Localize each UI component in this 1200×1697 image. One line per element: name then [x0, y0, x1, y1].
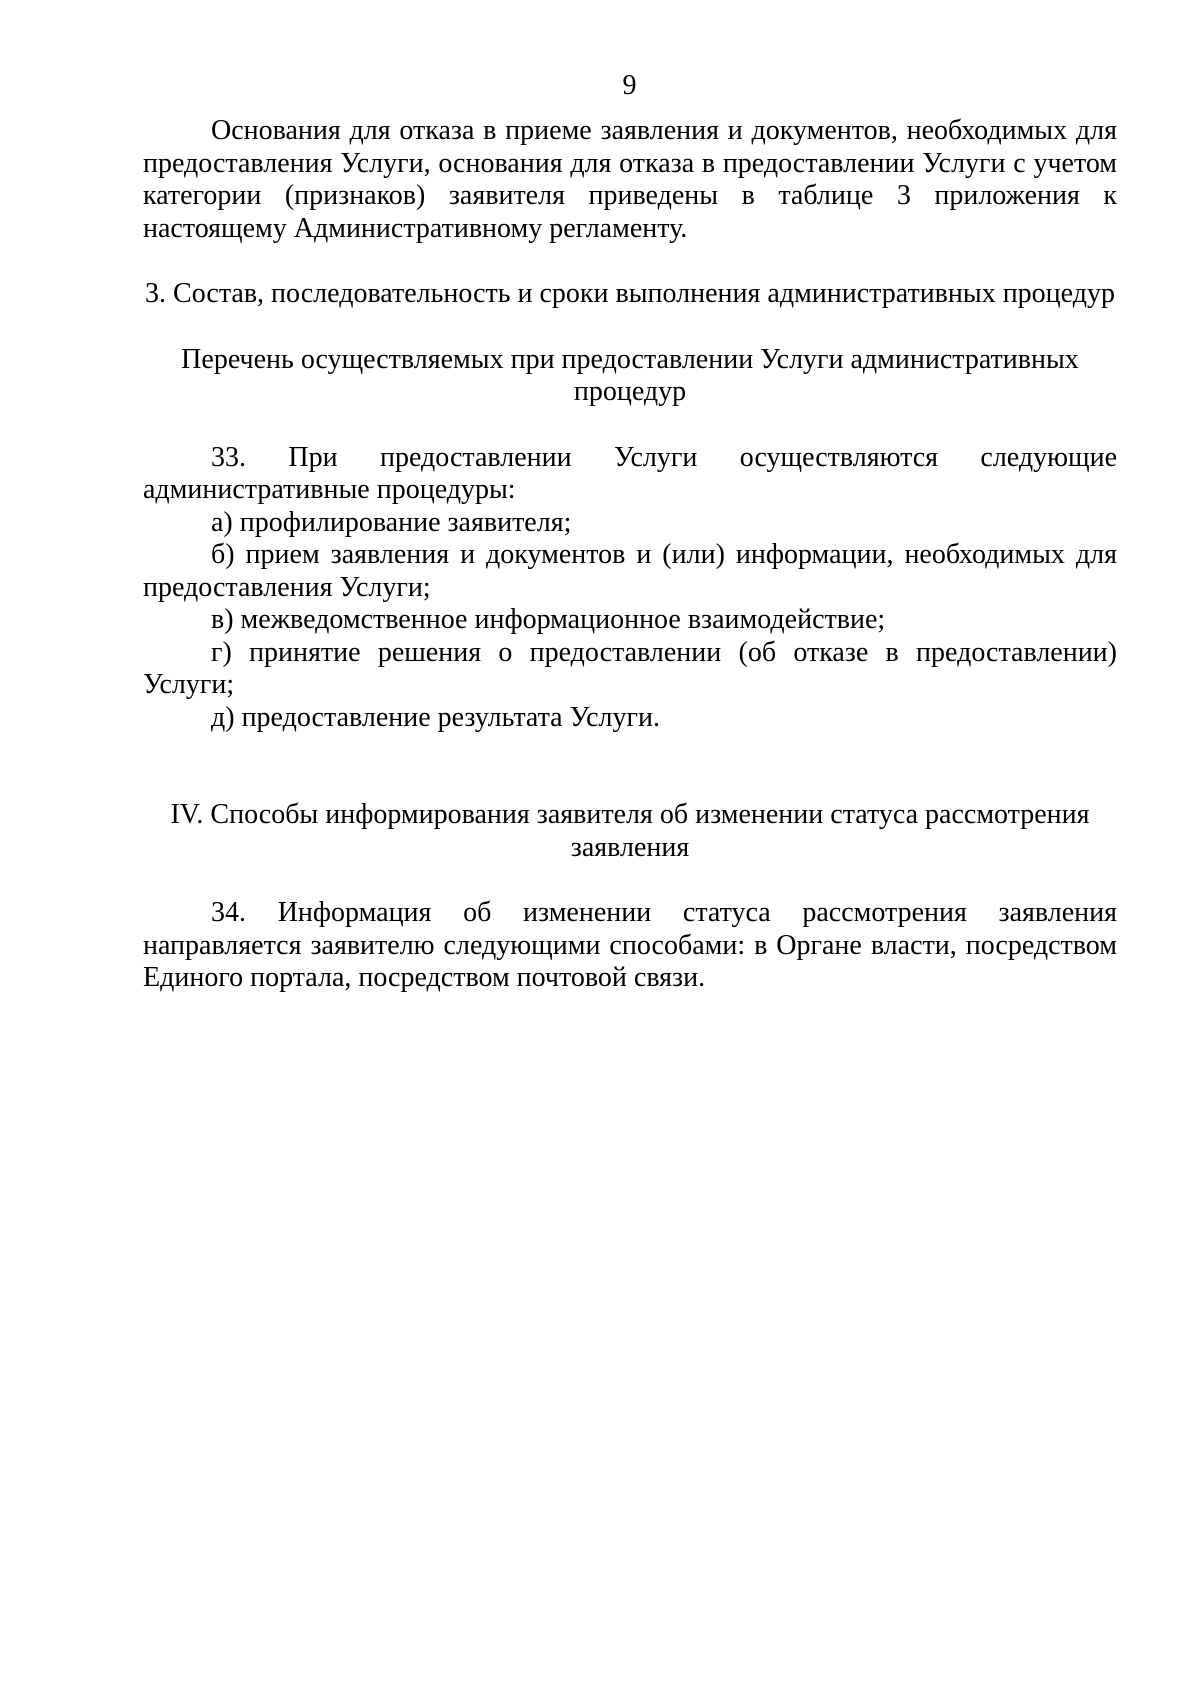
clause-33-item-b: б) прием заявления и документов и (или) информации, необходимых для предоставления Услуги; [143, 539, 1117, 603]
clause-33-item-g: г) принятие решения о предоставлении (об отказе в предоставлении) Услуги; [143, 636, 1117, 700]
page-number: 9 [622, 70, 637, 101]
document-body [143, 115, 1117, 995]
clause-34-paragraph: 34. Информация об изменении статуса рассмотрения заявления направляется заявителю следующими способами: в Органе власти, посредством Единого портала, посредством почтовой связи. [143, 897, 1117, 993]
section-3-heading: 3. Состав, последовательность и сроки выполнения административных процедур [145, 278, 1115, 309]
clause-33-item-a: а) профилирование заявителя; [211, 506, 572, 538]
clause-33-item-v: в) межведомственное информационное взаимодействие; [211, 604, 886, 635]
refusal-grounds-paragraph: Основания для отказа в приеме заявления и документов, необходимых для предоставления Услуги, основания для отказа в предоставлении Услуги с учетом категории (признаков) заявителя приведены в таблице 3 приложения к настоящему Административному регламенту. [143, 115, 1117, 244]
section-iv-heading: IV. Способы информирования заявителя об изменении статуса рассмотрения заявления [170, 799, 1090, 863]
clause-33-item-d: д) предоставление результата Услуги. [211, 701, 660, 733]
clause-33-intro: 33. При предоставлении Услуги осуществляются следующие административные процедуры: [143, 441, 1117, 505]
procedures-list-heading: Перечень осуществляемых при предоставлении Услуги административных процедур [181, 343, 1079, 407]
